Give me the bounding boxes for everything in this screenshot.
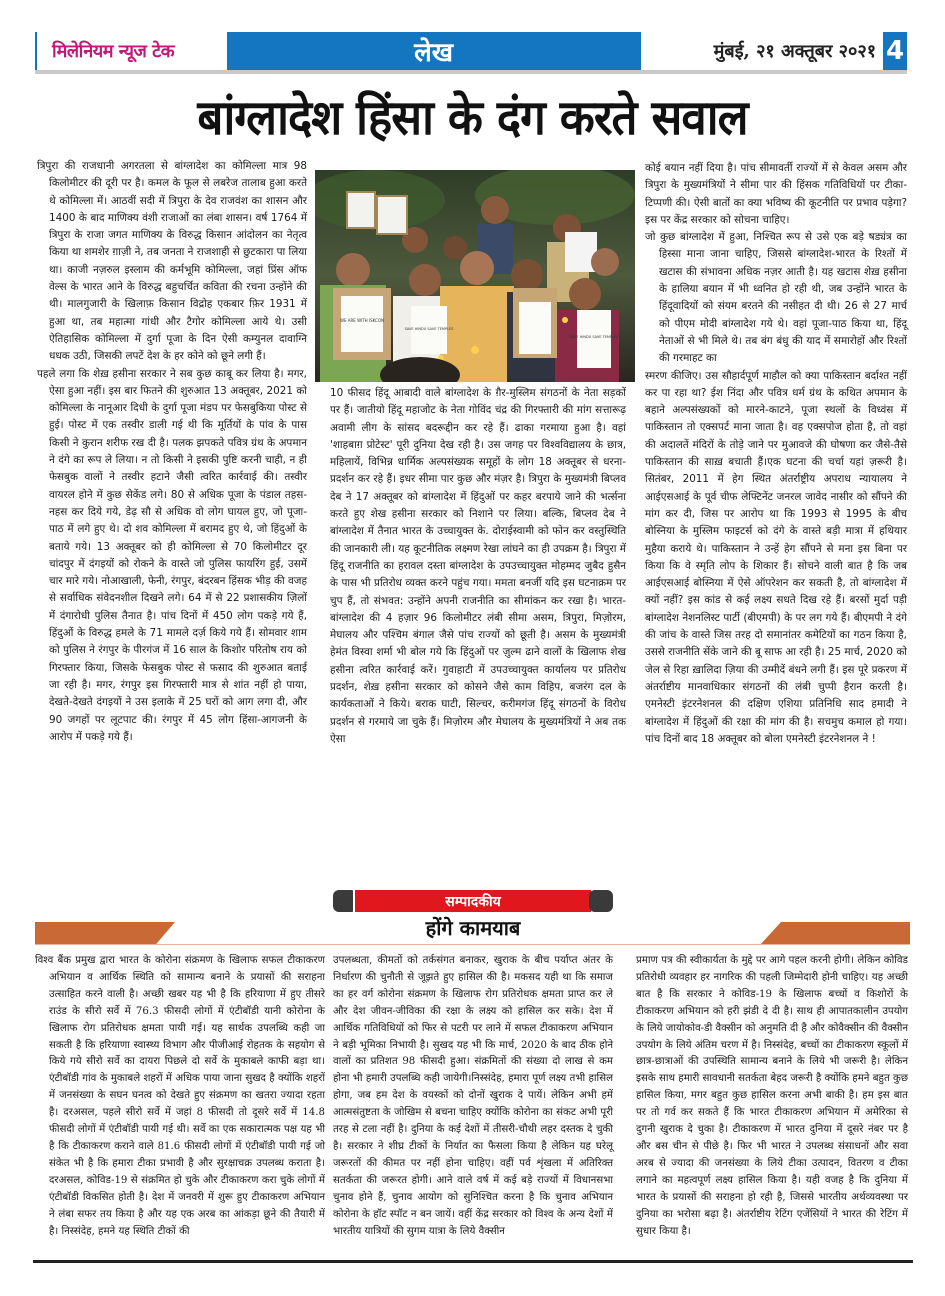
accent-bar-left xyxy=(35,922,175,945)
article-paragraph: 10 फीसद हिंदू आबादी वाले बांग्लादेश के ग़ैर-मुस्लिम संगठनों के नेता सड़कों पर हैं। जातीयो हिंदू महाजोट के नेता गोविंद चंद्र की गिरफ्तारी की मांग सत्तारूढ़ अवामी लीग के सांसद बदरूद्दीन कर रहे हैं। ढाका गरमाया हुआ है। वहां 'शाहबाग़ प्रोटेस्ट' पूरी दुनिया देख रही है। उस जगह पर विश्वविद्यालय के छात्र, महिलायें, विभिन्न धार्मिक अल्पसंख्यक समूहों के लोग 18 अक्तूबर से धरना-प्रदर्शन कर रहे हैं। इधर सीमा पार कुछ और मंज़र है। त्रिपुरा के मुख्यमंत्री बिप्लव देब ने 17 अक्तूबर को बांग्लादेश में हिंदुओं पर कहर बरपाये जाने की भर्त्सना करते हुए शेख हसीना सरकार को निशाने पर लिया। बल्कि, बिप्लव देब ने बांग्लादेश में तैनात भारत के उच्चायुक्त के. दोराईस्वामी को फोन कर वस्तुस्थिति की जानकारी ली। यह कूटनीतिक लक्ष्मण रेखा लांघने का ही उपक्रम है। त्रिपुरा में हिंदू राजनीति का हरावल दस्ता बांग्लादेश के उपउच्चायुक्त मोहम्मद जुबैद हुसैन के पास भी प्रतिरोध व्यक्त करने पहुंच गया। ममता बनर्जी यदि इस घटनाक्रम पर चुप हैं, तो संभवत: उन्होंने अपनी राजनीति का सीमांकन कर रखा है। भारत-बांग्लादेश की 4 हज़ार 96 किलोमीटर लंबी सीमा असम, त्रिपुरा, मिज़ोरम, मेघालय और पश्चिम बंगाल जैसे पांच राज्यों को छूती है। असम के मुख्यमंत्री हेमंत विस्वा शर्मा भी बोल गये कि हिंदुओं पर ज़ुल्म ढाने वालों के खिलाफ शेख हसीना त्वरित कार्रवाई करें। गुवाहाटी में उपउच्चायुक्त कार्यालय पर प्रतिरोध प्रदर्शन, शेख़ हसीना सरकार को कोसने जैसे काम विहिप, बजरंग दल के कार्यकताओं ने किये। बराक घाटी, सिल्चर, करीमगंज हिंदू संगठनों के विरोध प्रदर्शन से गरमाये जा चुके हैं। मिज़ोरम और मेघालय के मुख्यमंत्रियों ने अब तक ऐसा xyxy=(330,387,626,745)
article-column-1 xyxy=(37,158,307,746)
article-column-2 xyxy=(330,385,626,748)
placard-text: SAVE HINDU SAVE TEMPLES xyxy=(404,327,454,331)
page-number: 4 xyxy=(880,32,907,70)
placard-text: SAVE HINDU SAVE TEMPLES xyxy=(569,335,619,339)
placard-text: WE ARE WITH ISKCON xyxy=(340,318,384,323)
editorial-column-2 xyxy=(333,953,613,1240)
article-paragraph: कोई बयान नहीं दिया है। पांच सीमावर्ती राज्यों में से केवल असम और त्रिपुरा के मुख्यमंत्रियों ने सीमा पार की हिंसक गतिविधियों पर टीका-टिप्पणी की। ऐसी बातों का क्या भविष्य की कूटनीति पर प्रभाव पड़ेगा? इस पर केंद्र सरकार को सोचना चाहिए। xyxy=(645,162,907,226)
editorial-paragraph: उपलब्धता, कीमतों को तर्कसंगत बनाकर, खुराक के बीच पर्याप्त अंतर के निर्धारण की चुनौती से जूझते हुए हासिल की है। मकसद यही था कि समाज का हर वर्ग कोरोना संक्रमण के खिलाफ रोग प्रतिरोधक क्षमता प्राप्त कर ले और देश जीवन-जीविका की रक्षा के लक्ष्य को हासिल कर सके। देश में आर्थिक गतिविधियों को फिर से पटरी पर लाने में सफल टीकाकरण अभियान ने बड़ी भूमिका निभायी है। सुखद यह भी कि मार्च, 2020 के बाद ठीक होने वालों का प्रतिशत 98 फीसदी हुआ। संक्रमितों की संख्या दो लाख से कम होना भी हमारी उपलब्धि कही जायेगी।निस्संदेह, हमारा पूर्ण लक्ष्य तभी हासिल होगा, जब हम देश के वयस्कों को दोनों खुराक दे पायें। लेकिन अभी हमें आत्मसंतुष्टता के जोखिम से बचना चाहिए क्योंकि कोरोना का संकट अभी पूरी तरह से टला नहीं है। दुनिया के कई देशों में तीसरी-चौथी लहर दस्तक दे चुकी है। सरकार ने शीघ्र टीकों के निर्यात का फैसला किया है लेकिन यह घरेलू जरूरतों की कीमत पर नहीं होना चाहिए। वहीं पर्व शृंखला में अतिरिक्त सतर्कता की जरूरत होगी। आने वाले वर्ष में कई बड़े राज्यों में विधानसभा चुनाव होने हैं, चुनाव आयोग को सुनिश्चित करना है कि चुनाव अभियान कोरोना के हॉट स्पॉट न बन जायें। वहीं केंद्र सरकार को विश्व के अन्य देशों में भारतीय यात्रियों की सुगम यात्रा के लिये वैक्सीन xyxy=(333,955,613,1237)
banner-cap-right xyxy=(589,890,613,912)
editorial-paragraph: विश्व बैंक प्रमुख द्वारा भारत के कोरोना संक्रमण के खिलाफ सफल टीकाकरण अभियान व आर्थिक स्थिति को सामान्य बनाने के प्रयासों की सराहना उत्साहित करने वाली है। अच्छी खबर यह भी है कि हरियाणा में हुए तीसरे राउंड के सीरो सर्वे में 76.3 फीसदी लोगों में एंटीबॉडी यानी कोरोना के खिलाफ रोग प्रतिरोधक क्षमता पायी गई। यह सार्थक उपलब्धि कही जा सकती है कि हरियाणा स्वास्थ्य विभाग और पीजीआई रोहतक के सहयोग से किये गये सीरो सर्वे का दायरा पिछले दो सर्वे के मुकाबले काफी बड़ा था। एंटीबॉडी गांव के मुकाबले शहरों में अधिक पाया जाना सुखद है क्योंकि शहरों में जनसंख्या के सघन घनत्व को देखते हुए संक्रमण का खतरा ज्यादा रहता है। दरअसल, पहले सीरो सर्वे में जहां 8 फीसदी तो दूसरे सर्वे में 14.8 फीसदी लोगों में एंटीबॉडी पायी गई थी। सर्वे का एक सकारात्मक पक्ष यह भी है कि टीकाकरण कराने वाले 81.6 फीसदी लोगों में एंटीबॉडी पायी गई जो संकेत भी है कि हमारा टीका प्रभावी है और सुरक्षाचक्र उपलब्ध कराता है। दरअसल, कोविड-19 से संक्रमित हो चुके और टीकाकरण करा चुके लोगों में एंटीबॉडी विकसित होती है। देश में जनवरी में शुरू हुए टीकाकरण अभियान ने लंबा सफर तय किया है और यह एक अरब का आंकड़ा छूने की तैयारी में है। निस्संदेह, हमने यह स्थिति टीकों की xyxy=(35,955,325,1237)
editorial-label: सम्पादकीय xyxy=(353,890,593,912)
section-divider xyxy=(35,944,910,945)
article-paragraph: जो कुछ बांग्लादेश में हुआ, निश्चित रूप से उसे एक बड़े षड्यंत्र का हिस्सा माना जाना चाहिए, जिससे बांग्लादेश-भारत के रिश्तों में खटास की संभावना अधिक नज़र आती है। यह खटास शेख़ हसीना के हालिया बयान में भी ध्वनित हो रही थी, जब उन्होंने भारत के हिंदूवादियों को संयम बरतने की नसीहत दी थी। 26 से 27 मार्च को पीएम मोदी बांग्लादेश गये थे। वहां पूजा-पाठ किया था, हिंदू नेताओं से भी मिले थे। तब बंग बंधु की याद में समारोहों और रिश्तों की गरमाहट का xyxy=(645,231,907,365)
article-photo xyxy=(315,170,635,382)
section-label: लेख xyxy=(227,32,641,70)
publication-name: मिलेनियम न्यूज टेक xyxy=(37,32,227,70)
accent-bar-right xyxy=(760,922,910,945)
editorial-title: होंगे कामयाब xyxy=(425,916,521,940)
article-paragraph: स्मरण कीजिए। उस सौहार्दपूर्ण माहौल को क्या पाकिस्तान बर्दाश्त नहीं कर पा रहा था? ईश निंदा और पवित्र धर्म ग्रंथ के कथित अपमान के बहाने अल्पसंख्यकों को मारने-काटने, पूजा स्थलों के विध्वंस में पाकिस्तान तो एक्सपर्ट माना जाता है। वह एक्सपोज होता है, तो वहां की अदालतें मंदिरों के तोड़े जाने पर मुआवजे की घोषणा कर जैसे-तैसे पाकिस्तान की साख़ बचाती हैं।एक घटना की चर्चा यहां ज़रूरी है। सितंबर, 2011 में हेग स्थित अंतर्राष्ट्रीय अपराध न्यायालय ने आईएसआई के पूर्व चीफ लेफ्टिनेंट जनरल जावेद नासीर को सौंपने की मांग कर दी, जिस पर आरोप था कि 1993 से 1995 के बीच बोस्निया के मुस्लिम फाइटर्स को दंगे के वास्ते बड़ी मात्रा में हथियार मुहैया कराये थे। पाकिस्तान ने उन्हें हेग सौंपने से मना इस बिना पर किया कि वे स्मृति लोप के शिकार हैं। सोचने वाली बात है कि जब आईएसआई बोस्निया में ऐसे ऑपरेशन कर सकती है, तो बांग्लादेश में क्यों नहीं? इस कांड से कई लक्ष्य सधते दिख रहे हैं। बरसों मुर्दा पड़ी बांग्लादेश नेशनलिस्ट पार्टी (बीएमपी) के पर लग गये हैं। बीएमपी ने दंगे की जांच के वास्ते जिस तरह दो समानांतर कमेटियों का गठन किया है, उससे राजनीति सेंके जाने की बू साफ आ रही है। 25 मार्च, 2020 को जेल से रिहा ख़ालिदा ज़िया की उम्मीदें बंधने लगी हैं। इस पूरे प्रकरण में अंतर्राष्टीय मानवाधिकार संगठनों की लंबी चुप्पी हैरान करती है। एमनेस्टी इंटरनेशनल की दक्षिण एशिया प्रतिनिधि साद हमादी ने बांग्लादेश में हिंदुओं की रक्षा की मांग की है। सचमुच कमाल हो गया। पांच दिनों बाद 18 अक्तूबर को बोला एमनेस्टी इंटरनेशनल ने ! xyxy=(645,369,907,745)
article-paragraph: पहले लगा कि शेख़ हसीना सरकार ने सब कुछ काबू कर लिया है। मगर, ऐसा हुआ नहीं। इस बार फितने की शुरुआत 13 अक्तूबर, 2021 को कोमिल्ला के नानूआर दिधी के दुर्गा पूजा मंडप पर फेसबुकिया पोस्ट से हुई। पोस्ट में एक तस्वीर डाली गई थी कि मूर्तियों के पांव के पास किसी ने कुरान शरीफ रख दी है। पलक झपकते पवित्र ग्रंथ के अपमान ने दंगे का रूप ले लिया। न तो किसी ने इसकी पुष्टि करनी चाही, न ही फेसबुक वालों ने तस्वीर हटाने जैसी त्वरित कार्रवाई की। तस्वीर वायरल होने में कुछ सेकेंड लगे। 80 से अधिक पूजा के पंडाल तहस-नहस कर दिये गये, डेढ़ सौ से अधिक वो लोग घायल हुए, जो पूजा-पाठ में लगे हुए थे। दो शव कोमिल्ला में बरामद हुए थे, जो हिंदुओं के बताये गये। 13 अक्तूबर को ही कोमिल्ला से 70 किलोमीटर दूर चांदपुर में दंगइयों को रोकने के वास्ते जो पुलिस फायरिंग हुई, उसमें चार मारे गये। नोआखाली, फेनी, रंगपुर, बंदरबन हिंसक भीड़ की वजह से सर्वाधिक संवेदनशील दिखने लगे। 64 में से 22 प्रशासकीय ज़िलों में दंगारोधी पुलिस तैनात है। पांच दिनों में 450 लोग पकड़े गये हैं, हिंदुओं के विरुद्ध हमले के 71 मामले दर्ज़ किये गये हैं। सोमवार शाम को पुलिस ने रंगपुर के पीरगंज में 16 साल के किशोर परितोष राय को गिरफ्तार किया, जिसके फेसबुक पोस्ट से फसाद की शुरुआत बताई जा रही है। मगर, रंगपुर इस गिरफ्तारी मात्र से शांत नहीं हो पाया, देखते-देखते दंगइयों ने उस इलाके में 25 घरों को आग लगा दी, और 90 जगहों पर लूटपाट की। रंगपुर में 45 लोग हिंसा-आगजनी के आरोप में पकड़े गये हैं। xyxy=(37,367,308,743)
editorial-banner xyxy=(333,890,613,912)
protest-photo-illustration xyxy=(315,170,635,382)
masthead xyxy=(35,32,907,70)
editorial-paragraph: प्रमाण पत्र की स्वीकार्यता के मुद्दे पर आगे पहल करनी होगी। लेकिन कोविड प्रतिरोधी व्यवहार हर नागरिक की पहली जिम्मेदारी होनी चाहिए। यह अच्छी बात है कि सरकार ने कोविड-19 के खिलाफ बच्चों व किशोरों के टीकाकरण अभियान को हरी झंडी दे दी है। साथ ही आपातकालीन उपयोग के लिये जायोकोव-डी वैक्सीन को अनुमति दी है और कोवैक्सीन की वैक्सीन उपयोग के लिये अंतिम चरण में है। निस्संदेह, बच्चों का टीकाकरण स्कूलों में छात्र-छात्राओं की उपस्थिति सामान्य बनाने के लिये भी जरूरी है। लेकिन इसके साथ हमारी सावधानी सतर्कता बेहद जरूरी है क्योंकि हमने बहुत कुछ हासिल किया, मगर बहुत कुछ हासिल करना अभी बाकी है। हम इस बात पर तो गर्व कर सकते हैं कि भारत टीकाकरण अभियान में अमेरिका से दुगनी खुराक दे चुका है। टीकाकरण में भारत दुनिया में दूसरे नंबर पर है और बस चीन से पीछे है। फिर भी भारत ने उपलब्ध संसाधनों और सवा अरब से ज्यादा की जनसंख्या के लिये टीका उत्पादन, वितरण व टीका लगाने का महत्वपूर्ण लक्ष्य हासिल किया है। यही वजह है कि दुनिया में भारत के प्रयासों की सराहना हो रही है, जिससे भारतीय अर्थव्यवस्था पर दुनिया का भरोसा बढ़ा है। अंतर्राष्टीय रेटिंग एजेंसियों ने भारत की रेटिंग में सुधार किया है। xyxy=(636,955,908,1237)
editorial-column-3 xyxy=(636,953,908,1240)
article-headline: बांग्लादेश हिंसा के दंग करते सवाल xyxy=(197,90,748,146)
article-column-3 xyxy=(645,160,907,748)
masthead-divider xyxy=(35,70,907,74)
dateline: मुंबई, २१ अक्तूबर २०२१ xyxy=(713,41,877,62)
bottom-rule xyxy=(33,1260,913,1263)
editorial-column-1 xyxy=(35,953,325,1240)
article-paragraph: त्रिपुरा की राजधानी अगरतला से बांग्लादेश का कोमिल्ला मात्र 98 किलोमीटर की दूरी पर है। कमल के फूल से लबरेज तालाब हुआ करते थे कोमिल्ला में। आठवीं सदी में त्रिपुरा के देव राजवंश का शासन और 1400 के बाद माणिक्य वंशी राजाओं का लंबा शासन। वर्ष 1764 में त्रिपुरा के राजा जगत माणिक्य के विरुद्ध किसान आंदोलन का नेतृत्व किया था शमशेर ग़ाज़ी ने, तब जनता ने राजशाही से छुटकारा पा लिया था। काजी नज़रुल इस्लाम की कर्मभूमि कोमिल्ला, जहां प्रिंस ऑफ वेल्स के भारत आने के विरुद्ध बहुचर्चित कविता की रचना उन्होंने की थी। मालगुजारी के खिलाफ़ किसान विद्रोह एकबार फ़िर 1931 में हुआ था, तब महात्मा गांधी और टैगोर कोमिल्ला आये थे। उसी ऐतिहासिक कोमिल्ला में दुर्गा पूजा के दिन ऐसी कम्युनल दावाग्नि धधक उठी, जिसकी लपटें देश के हर कोने को छूने लगी हैं। xyxy=(37,160,307,363)
